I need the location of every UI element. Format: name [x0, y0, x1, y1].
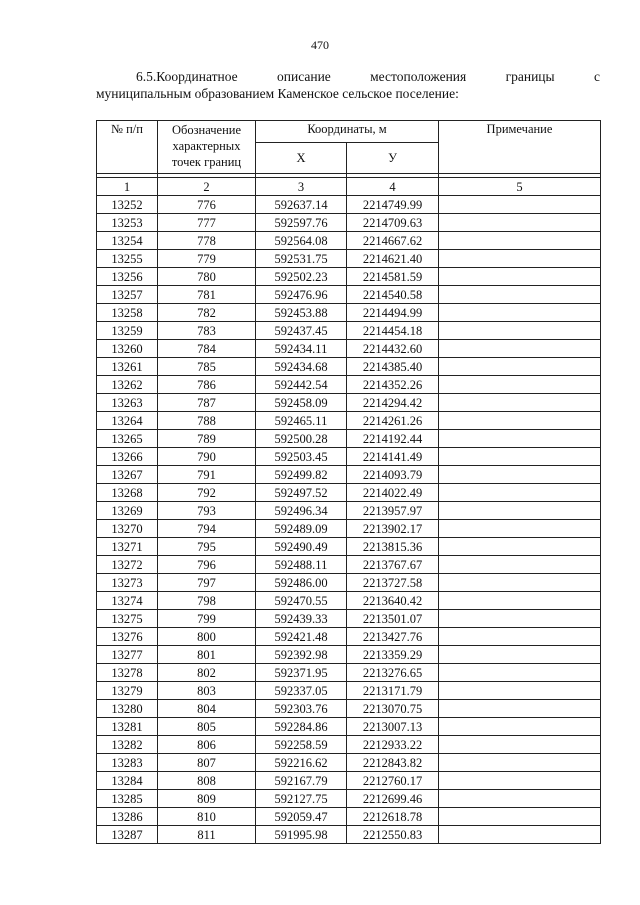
row-number-cell: 13279 [97, 682, 158, 700]
note-cell [439, 520, 601, 538]
table-row [97, 790, 601, 808]
x-coordinate-cell: 592167.79 [256, 772, 347, 790]
note-cell [439, 772, 601, 790]
row-number-cell: 13271 [97, 538, 158, 556]
table-row [97, 700, 601, 718]
header-designation [158, 121, 256, 174]
table-row [97, 736, 601, 754]
header-coordinates: Координаты, м [256, 121, 439, 143]
x-coordinate-cell: 592258.59 [256, 736, 347, 754]
table-row [97, 376, 601, 394]
y-coordinate-cell: 2214494.99 [347, 304, 439, 322]
x-coordinate-cell: 592371.95 [256, 664, 347, 682]
point-designation-cell: 779 [158, 250, 256, 268]
point-designation-cell: 777 [158, 214, 256, 232]
row-number-cell: 13262 [97, 376, 158, 394]
row-number-cell: 13255 [97, 250, 158, 268]
y-coordinate-cell: 2213815.36 [347, 538, 439, 556]
row-number-cell: 13270 [97, 520, 158, 538]
y-coordinate-cell: 2213359.29 [347, 646, 439, 664]
table-row [97, 628, 601, 646]
note-cell [439, 592, 601, 610]
point-designation-cell: 797 [158, 574, 256, 592]
note-cell [439, 646, 601, 664]
point-designation-cell: 781 [158, 286, 256, 304]
header-y: У [347, 143, 439, 174]
note-cell [439, 358, 601, 376]
y-coordinate-cell: 2213501.07 [347, 610, 439, 628]
row-number-cell: 13265 [97, 430, 158, 448]
row-number-cell: 13252 [97, 196, 158, 214]
row-number-cell: 13280 [97, 700, 158, 718]
x-coordinate-cell: 592434.11 [256, 340, 347, 358]
heading-word: 6.5.Координатное [136, 69, 238, 84]
y-coordinate-cell: 2213070.75 [347, 700, 439, 718]
y-coordinate-cell: 2213171.79 [347, 682, 439, 700]
table-body [97, 196, 601, 844]
row-number-cell: 13256 [97, 268, 158, 286]
point-designation-cell: 789 [158, 430, 256, 448]
point-designation-cell: 810 [158, 808, 256, 826]
note-cell [439, 340, 601, 358]
y-coordinate-cell: 2213007.13 [347, 718, 439, 736]
y-coordinate-cell: 2214709.63 [347, 214, 439, 232]
note-cell [439, 538, 601, 556]
x-coordinate-cell: 592434.68 [256, 358, 347, 376]
row-number-cell: 13267 [97, 466, 158, 484]
row-number-cell: 13254 [97, 232, 158, 250]
row-number-cell: 13269 [97, 502, 158, 520]
table-row [97, 574, 601, 592]
x-coordinate-cell: 592216.62 [256, 754, 347, 772]
table-row [97, 808, 601, 826]
point-designation-cell: 793 [158, 502, 256, 520]
section-heading [96, 68, 600, 102]
heading-word: описание [277, 69, 331, 84]
note-cell [439, 376, 601, 394]
note-cell [439, 736, 601, 754]
y-coordinate-cell: 2213767.67 [347, 556, 439, 574]
point-designation-cell: 800 [158, 628, 256, 646]
x-coordinate-cell: 592476.96 [256, 286, 347, 304]
column-number-cell: 1 [97, 178, 158, 196]
y-coordinate-cell: 2213427.76 [347, 628, 439, 646]
column-number-cell: 2 [158, 178, 256, 196]
x-coordinate-cell: 592392.98 [256, 646, 347, 664]
row-number-cell: 13259 [97, 322, 158, 340]
note-cell [439, 484, 601, 502]
row-number-cell: 13273 [97, 574, 158, 592]
x-coordinate-cell: 592421.48 [256, 628, 347, 646]
point-designation-cell: 807 [158, 754, 256, 772]
header-x: X [256, 143, 347, 174]
note-cell [439, 232, 601, 250]
heading-word: с [593, 69, 600, 84]
point-designation-cell: 796 [158, 556, 256, 574]
point-designation-cell: 801 [158, 646, 256, 664]
note-cell [439, 754, 601, 772]
table-row [97, 466, 601, 484]
row-number-cell: 13261 [97, 358, 158, 376]
table-row [97, 502, 601, 520]
x-coordinate-cell: 592531.75 [256, 250, 347, 268]
table-row [97, 340, 601, 358]
y-coordinate-cell: 2213640.42 [347, 592, 439, 610]
point-designation-cell: 776 [158, 196, 256, 214]
point-designation-cell: 786 [158, 376, 256, 394]
heading-word: границы [505, 69, 555, 84]
point-designation-cell: 805 [158, 718, 256, 736]
point-designation-cell: 803 [158, 682, 256, 700]
note-cell [439, 574, 601, 592]
x-coordinate-cell: 592458.09 [256, 394, 347, 412]
table-row [97, 412, 601, 430]
x-coordinate-cell: 592496.34 [256, 502, 347, 520]
table-row [97, 718, 601, 736]
column-number-cell: 4 [347, 178, 439, 196]
y-coordinate-cell: 2214192.44 [347, 430, 439, 448]
table-row [97, 538, 601, 556]
y-coordinate-cell: 2214621.40 [347, 250, 439, 268]
y-coordinate-cell: 2213902.17 [347, 520, 439, 538]
x-coordinate-cell: 592490.49 [256, 538, 347, 556]
x-coordinate-cell: 592597.76 [256, 214, 347, 232]
y-coordinate-cell: 2214141.49 [347, 448, 439, 466]
header-designation-line-3: точек границ [171, 155, 242, 169]
y-coordinate-cell: 2214261.26 [347, 412, 439, 430]
coordinates-table [96, 120, 601, 844]
note-cell [439, 268, 601, 286]
x-coordinate-cell: 592442.54 [256, 376, 347, 394]
row-number-cell: 13258 [97, 304, 158, 322]
x-coordinate-cell: 592284.86 [256, 718, 347, 736]
point-designation-cell: 784 [158, 340, 256, 358]
note-cell [439, 664, 601, 682]
point-designation-cell: 809 [158, 790, 256, 808]
x-coordinate-cell: 592127.75 [256, 790, 347, 808]
point-designation-cell: 787 [158, 394, 256, 412]
point-designation-cell: 806 [158, 736, 256, 754]
row-number-cell: 13276 [97, 628, 158, 646]
row-number-cell: 13268 [97, 484, 158, 502]
point-designation-cell: 798 [158, 592, 256, 610]
y-coordinate-cell: 2212618.78 [347, 808, 439, 826]
x-coordinate-cell: 592497.52 [256, 484, 347, 502]
point-designation-cell: 799 [158, 610, 256, 628]
y-coordinate-cell: 2212933.22 [347, 736, 439, 754]
row-number-cell: 13263 [97, 394, 158, 412]
table-row [97, 664, 601, 682]
row-number-cell: 13285 [97, 790, 158, 808]
x-coordinate-cell: 592303.76 [256, 700, 347, 718]
table-row [97, 646, 601, 664]
x-coordinate-cell: 592059.47 [256, 808, 347, 826]
y-coordinate-cell: 2214352.26 [347, 376, 439, 394]
note-cell [439, 826, 601, 844]
table-row [97, 394, 601, 412]
x-coordinate-cell: 592564.08 [256, 232, 347, 250]
x-coordinate-cell: 592488.11 [256, 556, 347, 574]
row-number-cell: 13277 [97, 646, 158, 664]
table-row [97, 214, 601, 232]
table-row [97, 682, 601, 700]
point-designation-cell: 788 [158, 412, 256, 430]
row-number-cell: 13274 [97, 592, 158, 610]
table-row [97, 772, 601, 790]
point-designation-cell: 791 [158, 466, 256, 484]
header-designation-line-2: характерных [172, 139, 241, 153]
column-number-cell: 3 [256, 178, 347, 196]
table-row [97, 304, 601, 322]
note-cell [439, 700, 601, 718]
row-number-cell: 13281 [97, 718, 158, 736]
table-row [97, 358, 601, 376]
table-row [97, 430, 601, 448]
y-coordinate-cell: 2214385.40 [347, 358, 439, 376]
point-designation-cell: 794 [158, 520, 256, 538]
note-cell [439, 322, 601, 340]
table-row [97, 592, 601, 610]
header-designation-line-1: Обозначение [171, 123, 242, 137]
y-coordinate-cell: 2214581.59 [347, 268, 439, 286]
row-number-cell: 13278 [97, 664, 158, 682]
column-number-cell: 5 [439, 178, 601, 196]
note-cell [439, 430, 601, 448]
row-number-cell: 13283 [97, 754, 158, 772]
note-cell [439, 808, 601, 826]
y-coordinate-cell: 2214093.79 [347, 466, 439, 484]
x-coordinate-cell: 592439.33 [256, 610, 347, 628]
note-cell [439, 412, 601, 430]
x-coordinate-cell: 592502.23 [256, 268, 347, 286]
note-cell [439, 196, 601, 214]
row-number-cell: 13266 [97, 448, 158, 466]
x-coordinate-cell: 592499.82 [256, 466, 347, 484]
row-number-cell: 13257 [97, 286, 158, 304]
y-coordinate-cell: 2214022.49 [347, 484, 439, 502]
x-coordinate-cell: 592437.45 [256, 322, 347, 340]
point-designation-cell: 804 [158, 700, 256, 718]
table-row [97, 448, 601, 466]
y-coordinate-cell: 2214540.58 [347, 286, 439, 304]
point-designation-cell: 808 [158, 772, 256, 790]
row-number-cell: 13282 [97, 736, 158, 754]
y-coordinate-cell: 2214294.42 [347, 394, 439, 412]
x-coordinate-cell: 592470.55 [256, 592, 347, 610]
x-coordinate-cell: 592465.11 [256, 412, 347, 430]
y-coordinate-cell: 2212699.46 [347, 790, 439, 808]
column-numbers-row [97, 178, 601, 196]
note-cell [439, 790, 601, 808]
heading-word: местоположения [370, 69, 467, 84]
x-coordinate-cell: 592503.45 [256, 448, 347, 466]
row-number-cell: 13275 [97, 610, 158, 628]
table-row [97, 232, 601, 250]
point-designation-cell: 792 [158, 484, 256, 502]
table-row [97, 610, 601, 628]
table-row [97, 250, 601, 268]
point-designation-cell: 811 [158, 826, 256, 844]
note-cell [439, 466, 601, 484]
point-designation-cell: 790 [158, 448, 256, 466]
table-row [97, 322, 601, 340]
note-cell [439, 556, 601, 574]
heading-line-2: муниципальным образованием Каменское сельское поселение: [96, 86, 459, 101]
table-row [97, 268, 601, 286]
page-number: 470 [311, 38, 329, 52]
row-number-cell: 13253 [97, 214, 158, 232]
note-cell [439, 502, 601, 520]
y-coordinate-cell: 2214749.99 [347, 196, 439, 214]
x-coordinate-cell: 592489.09 [256, 520, 347, 538]
row-number-cell: 13272 [97, 556, 158, 574]
x-coordinate-cell: 592337.05 [256, 682, 347, 700]
point-designation-cell: 785 [158, 358, 256, 376]
note-cell [439, 250, 601, 268]
table-row [97, 196, 601, 214]
point-designation-cell: 778 [158, 232, 256, 250]
note-cell [439, 718, 601, 736]
note-cell [439, 304, 601, 322]
y-coordinate-cell: 2212843.82 [347, 754, 439, 772]
point-designation-cell: 783 [158, 322, 256, 340]
note-cell [439, 286, 601, 304]
table-row [97, 484, 601, 502]
y-coordinate-cell: 2214454.18 [347, 322, 439, 340]
header-note: Примечание [439, 121, 601, 174]
row-number-cell: 13287 [97, 826, 158, 844]
note-cell [439, 448, 601, 466]
y-coordinate-cell: 2213957.97 [347, 502, 439, 520]
note-cell [439, 682, 601, 700]
y-coordinate-cell: 2213727.58 [347, 574, 439, 592]
note-cell [439, 214, 601, 232]
x-coordinate-cell: 592486.00 [256, 574, 347, 592]
table-row [97, 286, 601, 304]
point-designation-cell: 802 [158, 664, 256, 682]
y-coordinate-cell: 2214432.60 [347, 340, 439, 358]
y-coordinate-cell: 2212760.17 [347, 772, 439, 790]
note-cell [439, 394, 601, 412]
note-cell [439, 628, 601, 646]
row-number-cell: 13284 [97, 772, 158, 790]
x-coordinate-cell: 592500.28 [256, 430, 347, 448]
x-coordinate-cell: 592453.88 [256, 304, 347, 322]
header-number: № п/п [97, 121, 158, 174]
y-coordinate-cell: 2213276.65 [347, 664, 439, 682]
table-row [97, 826, 601, 844]
x-coordinate-cell: 591995.98 [256, 826, 347, 844]
row-number-cell: 13260 [97, 340, 158, 358]
table-row [97, 556, 601, 574]
point-designation-cell: 780 [158, 268, 256, 286]
point-designation-cell: 782 [158, 304, 256, 322]
row-number-cell: 13286 [97, 808, 158, 826]
table-row [97, 754, 601, 772]
table-row [97, 520, 601, 538]
y-coordinate-cell: 2214667.62 [347, 232, 439, 250]
heading-line-1 [96, 68, 600, 85]
row-number-cell: 13264 [97, 412, 158, 430]
y-coordinate-cell: 2212550.83 [347, 826, 439, 844]
x-coordinate-cell: 592637.14 [256, 196, 347, 214]
point-designation-cell: 795 [158, 538, 256, 556]
note-cell [439, 610, 601, 628]
